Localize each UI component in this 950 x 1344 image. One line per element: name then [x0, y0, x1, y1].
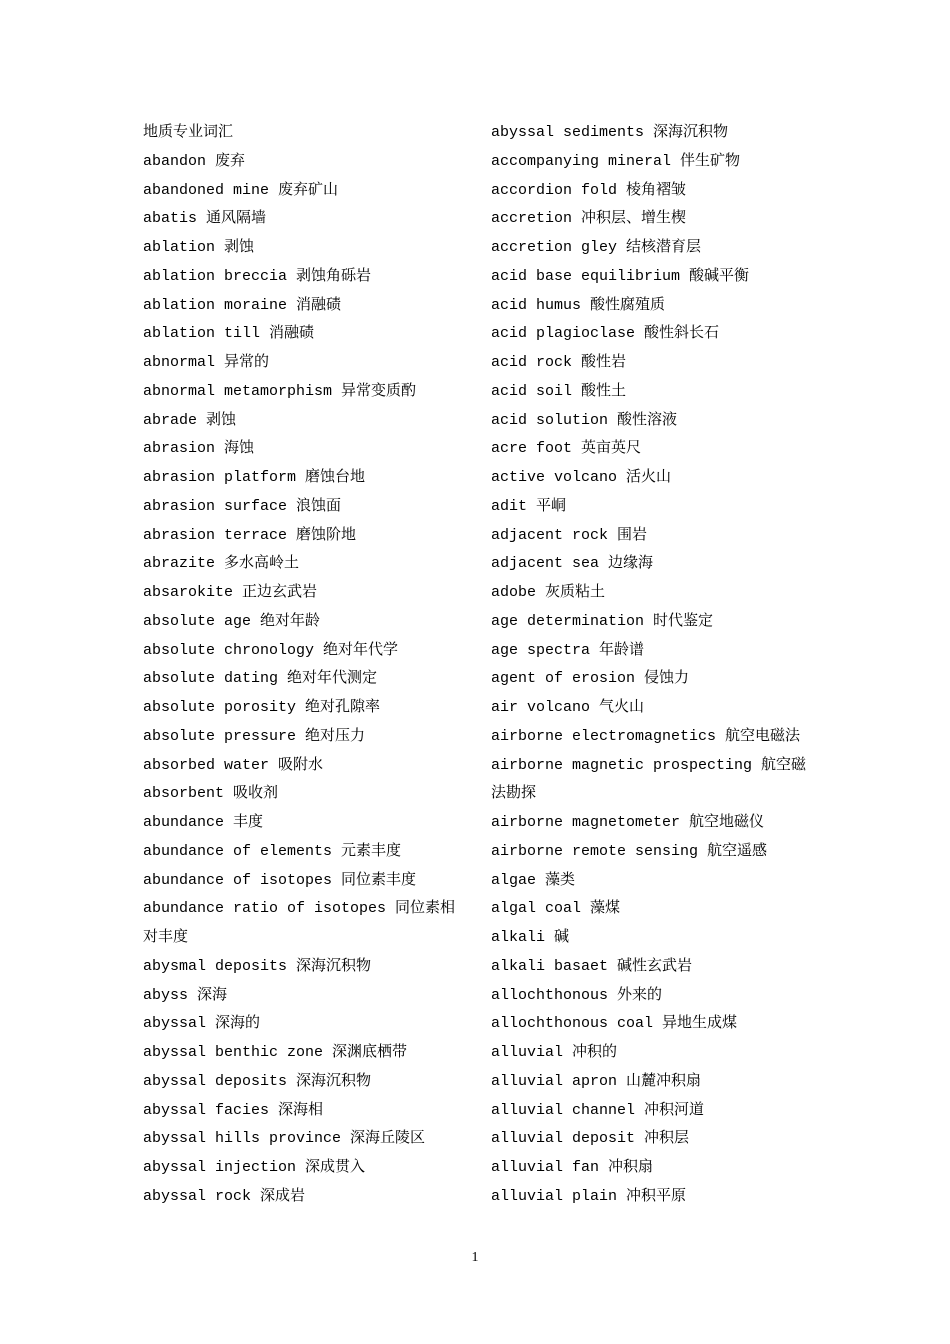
glossary-entry: abyssal facies 深海相	[143, 1101, 324, 1119]
glossary-entry: abundance 丰度	[143, 814, 264, 831]
glossary-entry: allochthonous coal 异地生成煤	[491, 1015, 738, 1033]
glossary-entry: allochthonous 外来的	[491, 986, 663, 1004]
glossary-entry: alluvial deposit 冲积层	[491, 1130, 690, 1148]
glossary-entry: abyssal hills province 深海丘陵区	[143, 1130, 426, 1148]
page-title: 地质专业词汇	[143, 124, 234, 141]
glossary-entry: airborne remote sensing 航空遥感	[491, 842, 768, 860]
glossary-entry: alkali 碱	[491, 929, 570, 946]
glossary-entry: acre foot 英亩英尺	[491, 440, 642, 458]
glossary-entry: adjacent sea 边缘海	[491, 555, 654, 573]
glossary-entry: absolute dating 绝对年代测定	[143, 670, 378, 688]
glossary-column-right	[491, 119, 816, 1212]
glossary-entry: abundance of isotopes 同位素丰度	[143, 871, 417, 889]
glossary-entry: abundance of elements 元素丰度	[143, 842, 402, 860]
glossary-column-left	[143, 119, 468, 1212]
glossary-entry: algal coal 藻煤	[491, 900, 621, 918]
glossary-entry: absorbed water 吸附水	[143, 756, 324, 774]
glossary-entry: absarokite 正边玄武岩	[143, 584, 318, 601]
glossary-entry: accompanying mineral 伴生矿物	[491, 152, 741, 170]
glossary-entry: abandon 废弃	[143, 152, 246, 170]
glossary-entry: age spectra 年龄谱	[491, 641, 645, 659]
glossary-entry: ablation moraine 消融碛	[143, 296, 342, 314]
glossary-entry: abrasion platform 磨蚀台地	[143, 469, 366, 486]
glossary-entry: acid soil 酸性土	[491, 382, 627, 400]
glossary-entry: abyssal 深海的	[143, 1015, 261, 1033]
glossary-entry: abandoned mine 废弃矿山	[143, 181, 339, 199]
glossary-entry: abyssal rock 深成岩	[143, 1187, 306, 1205]
glossary-entry: abatis 通风隔墙	[143, 210, 267, 228]
glossary-entry: abrasion surface 浪蚀面	[143, 497, 342, 515]
glossary-entry: alluvial channel 冲积河道	[491, 1101, 705, 1119]
glossary-entry: abnormal metamorphism 异常变质酌	[143, 382, 417, 400]
glossary-entry: adit 平峒	[491, 497, 567, 515]
glossary-entry: ablation breccia 剥蚀角砾岩	[143, 267, 372, 285]
glossary-entry: abrade 剥蚀	[143, 411, 237, 429]
glossary-entry: abrasion 海蚀	[143, 440, 255, 458]
glossary-entry: ablation 剥蚀	[143, 239, 255, 256]
glossary-entry: age determination 时代鉴定	[491, 612, 714, 630]
glossary-entry: alluvial apron 山麓冲积扇	[491, 1072, 702, 1090]
glossary-entry: absolute porosity 绝对孔隙率	[143, 699, 381, 716]
glossary-entry: accretion gley 结核潜育层	[491, 239, 702, 256]
glossary-entry: abundance ratio of isotopes 同位素相对丰度	[143, 900, 456, 946]
glossary-entry: absorbent 吸收剂	[143, 785, 279, 803]
glossary-entry: airborne magnetic prospecting 航空磁法勘探	[491, 756, 807, 803]
glossary-entry: acid solution 酸性溶液	[491, 411, 678, 429]
glossary-entry: abnormal 异常的	[143, 354, 270, 371]
glossary-entry: adobe 灰质粘土	[491, 584, 606, 601]
glossary-entry: adjacent rock 围岩	[491, 526, 648, 544]
glossary-entry: alluvial plain 冲积平原	[491, 1187, 687, 1205]
glossary-entry: airborne electromagnetics 航空电磁法	[491, 727, 801, 745]
glossary-entry: abrasion terrace 磨蚀阶地	[143, 526, 357, 544]
glossary-entry: acid humus 酸性腐殖质	[491, 296, 666, 314]
glossary-entry: alluvial fan 冲积扇	[491, 1159, 654, 1176]
glossary-entry: agent of erosion 侵蚀力	[491, 670, 690, 688]
glossary-entry: abrazite 多水高岭土	[143, 555, 300, 573]
glossary-entry: acid base equilibrium 酸碱平衡	[491, 267, 750, 285]
glossary-entry: algae 藻类	[491, 871, 576, 889]
glossary-entry: ablation till 消融碛	[143, 325, 315, 343]
glossary-entry: alluvial 冲积的	[491, 1044, 618, 1061]
glossary-entry: absolute chronology 绝对年代学	[143, 641, 399, 659]
page-number: 1	[471, 1250, 479, 1265]
glossary-entry: abysmal deposits 深海沉积物	[143, 957, 372, 975]
glossary-entry: airborne magnetometer 航空地磁仪	[491, 814, 765, 831]
glossary-entry: abyssal injection 深成贯入	[143, 1159, 366, 1176]
glossary-entry: acid rock 酸性岩	[491, 354, 627, 371]
glossary-entry: abyssal benthic zone 深渊底栖带	[143, 1044, 408, 1061]
glossary-entry: absolute pressure 绝对压力	[143, 727, 366, 745]
glossary-entry: abyssal sediments 深海沉积物	[491, 124, 729, 141]
glossary-entry: accretion 冲积层、增生楔	[491, 210, 687, 228]
glossary-entry: accordion fold 棱角褶皱	[491, 181, 687, 199]
glossary-entry: absolute age 绝对年龄	[143, 612, 321, 630]
glossary-entry: air volcano 气火山	[491, 699, 645, 716]
glossary-entry: alkali basaet 碱性玄武岩	[491, 957, 693, 975]
glossary-entry: acid plagioclase 酸性斜长石	[491, 325, 720, 343]
glossary-entry: abyss 深海	[143, 986, 228, 1004]
glossary-entry: active volcano 活火山	[491, 469, 672, 486]
glossary-entry: abyssal deposits 深海沉积物	[143, 1072, 372, 1090]
